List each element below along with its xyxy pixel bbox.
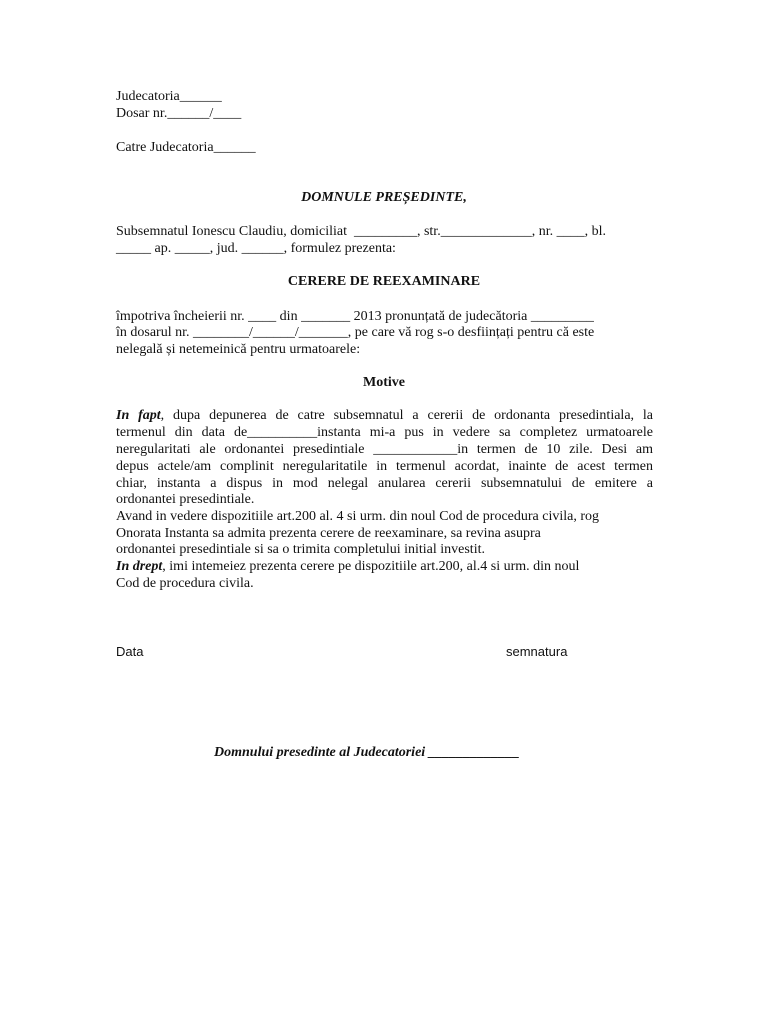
file-number-line: Dosar nr.______/____	[116, 106, 242, 121]
fact-label: In fapt	[116, 408, 161, 423]
body-line-5: chiar, instanta a dispus in mod nelegal anularea cererii subsemnatului de emitere a	[116, 476, 653, 491]
body-line-2: termenul din data de__________instanta mi-a pus in vedere sa completez urmatoarele	[116, 425, 653, 440]
intro-line-1: Subsemnatul Ionescu Claudiu, domiciliat _________, str._____________, nr. ____, bl.	[116, 224, 606, 239]
intro-line-2: _____ ap. _____, jud. ______, formulez prezenta:	[116, 241, 396, 256]
body-line-8: Onorata Instanta sa admita prezenta cerere de reexaminare, sa revina asupra	[116, 526, 541, 541]
object-line-1: împotriva încheierii nr. ____ din _______ 2013 pronunțată de judecătoria _________	[116, 309, 594, 324]
body-line-3: neregularitati ale ordonantei presedintiale ____________in termen de 10 zile. Desi am	[116, 442, 653, 457]
object-line-3: nelegală și netemeinică pentru urmatoarele:	[116, 342, 361, 357]
body-line-11: Cod de procedura civila.	[116, 576, 254, 591]
body-line-6: ordonantei presedintiale.	[116, 492, 255, 507]
body-line-1-text: , dupa depunerea de catre subsemnatul a cererii de ordonanta presedintiala, la	[160, 408, 653, 423]
law-label: In drept	[116, 559, 163, 574]
body-line-1	[116, 407, 653, 424]
body-line-9: ordonantei presedintiale si sa o trimita completului initial investit.	[116, 542, 485, 557]
body-line-4: depus actele/am complinit neregularitatile in termenul acordat, inainte de acest termen	[116, 459, 653, 474]
body-line-7: Avand in vedere dispozitiile art.200 al. 4 si urm. din noul Cod de procedura civila, rog	[116, 509, 600, 524]
addressed-court-line: Catre Judecatoria______	[116, 140, 256, 155]
salutation: DOMNULE PREȘEDINTE,	[301, 190, 467, 205]
motive-heading: Motive	[363, 375, 405, 390]
addressee-line: Domnului presedinte al Judecatoriei _____________	[214, 745, 520, 760]
signature-label: semnatura	[506, 644, 568, 659]
date-label: Data	[116, 644, 144, 659]
body-line-10-text: , imi intemeiez prezenta cerere pe dispozitiile art.200, al.4 si urm. din noul	[162, 559, 580, 574]
document-title: CERERE DE REEXAMINARE	[287, 274, 481, 289]
body-line-10	[116, 558, 579, 575]
court-line: Judecatoria______	[116, 89, 222, 104]
object-line-2: în dosarul nr. ________/______/_______, pe care vă rog s-o desființați pentru că este	[116, 325, 595, 340]
